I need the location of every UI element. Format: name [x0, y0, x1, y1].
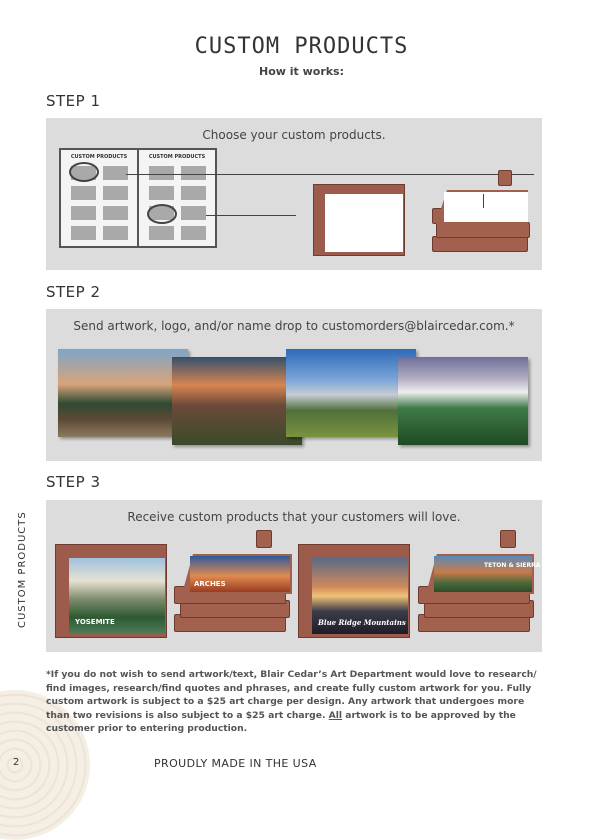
landscape-photo: [172, 357, 302, 445]
footnote: *If you do not wish to send artwork/text, Blair Cedar’s Art Department would love to research/ find images, research/find quotes and phrases, and create fully custom artwork for you. Fully custom artwork is subject to a $25 art charge per design. Any artwork that undergoes more than two revisions is also subject to a $25 art charge. All artwork is to be approved by the customer prior to entering production.: [46, 669, 537, 734]
custom-block-product: [55, 544, 167, 638]
page-subtitle: How it works:: [258, 65, 345, 78]
product-label: ARCHES: [194, 580, 226, 588]
step-2-panel: [46, 309, 542, 461]
catalog-right-page: [139, 150, 215, 246]
selection-circle: [69, 162, 99, 182]
footer-text: PROUDLY MADE IN THE USA: [154, 757, 317, 770]
block-product: [313, 184, 405, 256]
pointer-line: [206, 215, 296, 216]
pointer-line: [126, 174, 534, 175]
landscape-photo: [58, 349, 188, 437]
step-1-panel: [46, 118, 542, 270]
catalog-right-title: CUSTOM PRODUCTS: [148, 154, 206, 160]
selection-circle: [147, 204, 177, 224]
product-label: Blue Ridge Mountains: [318, 618, 406, 627]
step-1-text: Choose your custom products.: [202, 128, 386, 142]
page-number: 2: [13, 757, 20, 768]
step-3-label: STEP 3: [46, 473, 101, 491]
product-label: TETON & SIERRA: [484, 562, 541, 569]
step-3-text: Receive custom products that your customers will love.: [127, 510, 461, 524]
landscape-photo: [286, 349, 416, 437]
catalog-left-title: CUSTOM PRODUCTS: [70, 154, 128, 160]
catalog-left-page: [61, 150, 137, 246]
catalog-illustration: [59, 148, 217, 248]
product-label: YOSEMITE: [75, 618, 115, 626]
step-2-label: STEP 2: [46, 283, 101, 301]
step-2-text: Send artwork, logo, and/or name drop to customorders@blaircedar.com.*: [73, 319, 515, 333]
landscape-photo: [398, 357, 528, 445]
step-3-panel: [46, 500, 542, 652]
page-title: CUSTOM PRODUCTS: [194, 34, 409, 59]
sidebar-label: CUSTOM PRODUCTS: [17, 511, 28, 628]
custom-block-product: [298, 544, 410, 638]
step-1-label: STEP 1: [46, 92, 101, 110]
chimney: [498, 170, 512, 186]
